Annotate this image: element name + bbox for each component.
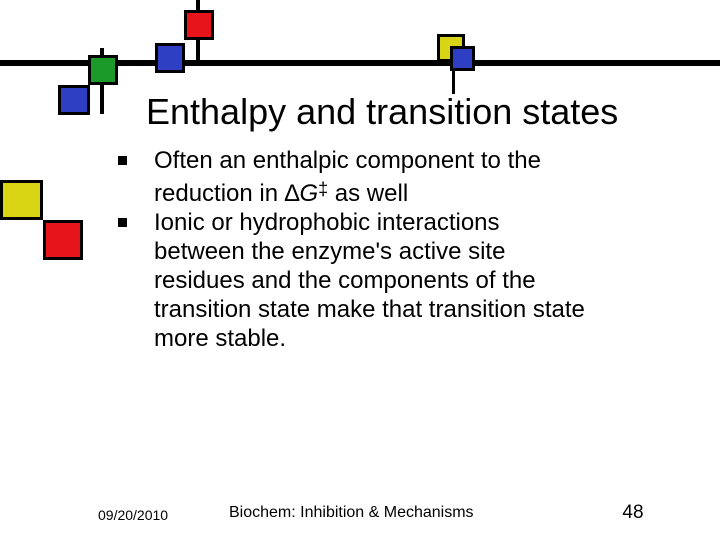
slide-title: Enthalpy and transition states xyxy=(146,91,619,132)
delta-symbol: ∆ xyxy=(284,180,300,207)
footer-date: 09/20/2010 xyxy=(98,507,169,523)
bullet-text-lead: Often an enthalpic component to the reduction in xyxy=(154,147,541,207)
double-dagger-symbol: ‡ xyxy=(318,179,329,199)
deco-square-blue-top xyxy=(155,43,185,73)
square-bullet-icon xyxy=(118,156,127,165)
deco-square-red-left xyxy=(43,220,83,260)
bullet-item xyxy=(118,208,588,353)
bullet-text-trail: as well xyxy=(328,180,409,207)
deco-square-green xyxy=(88,55,118,85)
page-number: 48 xyxy=(622,502,644,523)
deco-square-blue-right xyxy=(450,46,475,71)
footer-title: Biochem: Inhibition & Mechanisms xyxy=(229,504,474,521)
bullet-item xyxy=(118,146,588,208)
deco-square-red-top xyxy=(184,10,214,40)
deco-square-blue-left xyxy=(58,85,90,115)
square-bullet-icon xyxy=(118,218,127,227)
deco-square-yellow-left xyxy=(0,180,43,220)
gibbs-g-symbol: G xyxy=(299,180,319,207)
bullet-text: Ionic or hydrophobic interactions between the enzyme's active site residues and the components of the transition state make that transition state more stable. xyxy=(154,209,585,352)
bullet-list xyxy=(118,146,588,353)
